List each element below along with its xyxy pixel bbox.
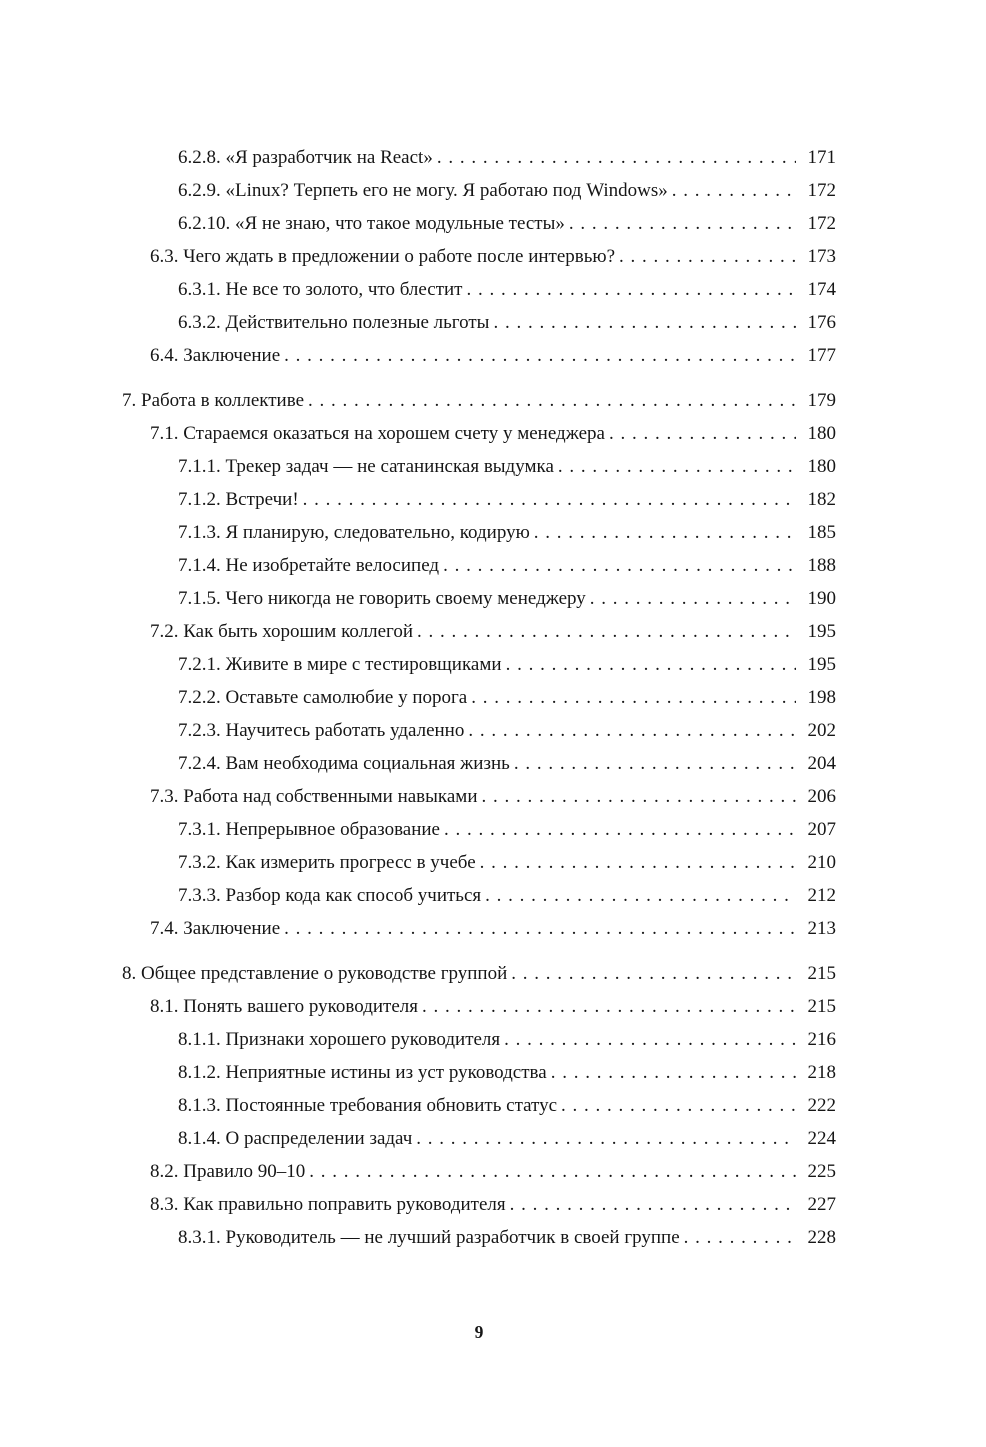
- toc-entry-page: 174: [807, 279, 836, 300]
- toc-entry-label: 7.2.2. Оставьте самолюбие у порога: [178, 687, 468, 708]
- toc-entry-page: 215: [807, 996, 836, 1017]
- dot-leader: [416, 1122, 796, 1155]
- page-number-footer: 9: [474, 1322, 484, 1342]
- toc-entry-page: 182: [807, 489, 836, 510]
- toc-row: [122, 384, 836, 417]
- toc-row: [122, 306, 836, 339]
- dot-leader: [422, 990, 796, 1023]
- toc-entry-page: 218: [807, 1062, 836, 1083]
- toc-entry-label: 7.1.2. Встречи!: [178, 489, 299, 510]
- toc-row: [122, 1221, 836, 1254]
- dot-leader: [558, 450, 796, 483]
- toc-entry-label: 8.1. Понять вашего руководителя: [150, 996, 418, 1017]
- toc-entry-label: 6.3.1. Не все то золото, что блестит: [178, 279, 463, 300]
- toc-entry-page: 195: [807, 654, 836, 675]
- dot-leader: [485, 879, 796, 912]
- dot-leader: [684, 1221, 796, 1254]
- toc-entry-label: 8.1.3. Постоянные требования обновить статус: [178, 1095, 558, 1116]
- toc-entry-page: 177: [807, 345, 836, 366]
- dot-leader: [471, 681, 796, 714]
- dot-leader: [569, 207, 796, 240]
- toc-entry-label: 8. Общее представление о руководстве группой: [122, 963, 508, 984]
- dot-leader: [443, 549, 796, 582]
- toc-row: [122, 417, 836, 450]
- toc-entry-page: 172: [807, 180, 836, 201]
- toc-entry-label: 6.4. Заключение: [150, 345, 281, 366]
- toc-entry-page: 207: [807, 819, 836, 840]
- dot-leader: [561, 1089, 796, 1122]
- toc-entry-label: 7.2.1. Живите в мире с тестировщиками: [178, 654, 502, 675]
- toc-entry-page: 172: [807, 213, 836, 234]
- dot-leader: [308, 384, 796, 417]
- toc-row: [122, 780, 836, 813]
- toc-entry-page: 222: [807, 1095, 836, 1116]
- toc-row: [122, 681, 836, 714]
- toc-entry-label: 6.2.10. «Я не знаю, что такое модульные тесты»: [178, 213, 565, 234]
- toc-row: [122, 1056, 836, 1089]
- toc-entry-page: 176: [807, 312, 836, 333]
- dot-leader: [480, 846, 796, 879]
- toc-row: [122, 1188, 836, 1221]
- dot-leader: [437, 141, 796, 174]
- dot-leader: [309, 1155, 796, 1188]
- toc-entry-page: 224: [807, 1128, 836, 1149]
- toc-row: [122, 516, 836, 549]
- toc-entry-label: 7.1. Стараемся оказаться на хорошем счету у менеджера: [150, 423, 605, 444]
- toc-entry-page: 180: [807, 423, 836, 444]
- toc-entry-page: 179: [807, 390, 836, 411]
- dot-leader: [510, 1188, 796, 1221]
- toc-entry-label: 7.3.1. Непрерывное образование: [178, 819, 440, 840]
- dot-leader: [493, 306, 796, 339]
- toc-entry-page: 228: [807, 1227, 836, 1248]
- toc-entry-label: 8.1.4. О распределении задач: [178, 1128, 413, 1149]
- toc-entry-label: 7.1.5. Чего никогда не говорить своему менеджеру: [178, 588, 586, 609]
- toc-entry-label: 8.1.2. Неприятные истины из уст руководства: [178, 1062, 547, 1083]
- toc-entry-label: 8.2. Правило 90–10: [150, 1161, 306, 1182]
- toc-entry-page: 190: [807, 588, 836, 609]
- toc-entry-page: 213: [807, 918, 836, 939]
- dot-leader: [514, 747, 796, 780]
- toc-entry-page: 180: [807, 456, 836, 477]
- dot-leader: [672, 174, 796, 207]
- toc-entry-label: 7.4. Заключение: [150, 918, 281, 939]
- toc-entry-label: 7.3.3. Разбор кода как способ учиться: [178, 885, 482, 906]
- dot-leader: [534, 516, 796, 549]
- toc-row: [122, 549, 836, 582]
- toc-entry-page: 198: [807, 687, 836, 708]
- toc-row: [122, 207, 836, 240]
- dot-leader: [444, 813, 796, 846]
- toc-list: [122, 141, 836, 1254]
- dot-leader: [417, 615, 796, 648]
- toc-row: [122, 957, 836, 990]
- toc-entry-page: 185: [807, 522, 836, 543]
- toc-entry-label: 6.2.8. «Я разработчик на React»: [178, 147, 433, 168]
- toc-row: [122, 1089, 836, 1122]
- dot-leader: [511, 957, 796, 990]
- toc-row: [122, 990, 836, 1023]
- toc-entry-page: 171: [807, 147, 836, 168]
- toc-entry-label: 7.1.4. Не изобретайте велосипед: [178, 555, 440, 576]
- toc-entry-label: 7.3. Работа над собственными навыками: [150, 786, 478, 807]
- toc-row: [122, 450, 836, 483]
- toc-row: [122, 483, 836, 516]
- toc-row: [122, 813, 836, 846]
- toc-entry-page: 215: [807, 963, 836, 984]
- toc-row: [122, 273, 836, 306]
- toc-row: [122, 339, 836, 372]
- dot-leader: [590, 582, 796, 615]
- toc-entry-label: 6.3.2. Действительно полезные льготы: [178, 312, 490, 333]
- toc-row: [122, 714, 836, 747]
- toc-entry-label: 7.1.1. Трекер задач — не сатанинская выдумка: [178, 456, 554, 477]
- dot-leader: [609, 417, 796, 450]
- toc-entry-page: 212: [807, 885, 836, 906]
- toc-entry-page: 210: [807, 852, 836, 873]
- toc-entry-label: 6.3. Чего ждать в предложении о работе после интервью?: [150, 246, 616, 267]
- toc-entry-label: 7.2.4. Вам необходима социальная жизнь: [178, 753, 510, 774]
- toc-row: [122, 240, 836, 273]
- toc-entry-page: 173: [807, 246, 836, 267]
- toc-entry-label: 8.3. Как правильно поправить руководителя: [150, 1194, 506, 1215]
- dot-leader: [284, 339, 796, 372]
- dot-leader: [303, 483, 796, 516]
- toc-row: [122, 174, 836, 207]
- toc-row: [122, 1155, 836, 1188]
- toc-entry-page: 195: [807, 621, 836, 642]
- toc-row: [122, 582, 836, 615]
- toc-row: [122, 846, 836, 879]
- toc-entry-page: 202: [807, 720, 836, 741]
- toc-entry-label: 7.2. Как быть хорошим коллегой: [150, 621, 413, 642]
- toc-entry-label: 7.2.3. Научитесь работать удаленно: [178, 720, 465, 741]
- toc-row: [122, 1023, 836, 1056]
- toc-entry-page: 225: [807, 1161, 836, 1182]
- toc-row: [122, 648, 836, 681]
- toc-row: [122, 747, 836, 780]
- toc-row: [122, 141, 836, 174]
- toc-entry-label: 7.1.3. Я планирую, следовательно, кодирую: [178, 522, 530, 543]
- toc-row: [122, 615, 836, 648]
- toc-row: [122, 912, 836, 945]
- toc-row: [122, 1122, 836, 1155]
- toc-entry-page: 204: [807, 753, 836, 774]
- dot-leader: [551, 1056, 796, 1089]
- dot-leader: [504, 1023, 796, 1056]
- dot-leader: [467, 273, 797, 306]
- toc-entry-label: 8.1.1. Признаки хорошего руководителя: [178, 1029, 501, 1050]
- toc-entry-label: 8.3.1. Руководитель — не лучший разработчик в своей группе: [178, 1227, 680, 1248]
- dot-leader: [481, 780, 796, 813]
- toc-row: [122, 879, 836, 912]
- dot-leader: [284, 912, 796, 945]
- toc-entry-page: 216: [807, 1029, 836, 1050]
- toc-entry-page: 206: [807, 786, 836, 807]
- dot-leader: [619, 240, 796, 273]
- toc-entry-page: 188: [807, 555, 836, 576]
- toc-entry-page: 227: [807, 1194, 836, 1215]
- toc-entry-label: 7. Работа в коллективе: [122, 390, 305, 411]
- dot-leader: [468, 714, 796, 747]
- dot-leader: [506, 648, 796, 681]
- toc-entry-label: 7.3.2. Как измерить прогресс в учебе: [178, 852, 476, 873]
- toc-entry-label: 6.2.9. «Linux? Терпеть его не могу. Я работаю под Windows»: [178, 180, 668, 201]
